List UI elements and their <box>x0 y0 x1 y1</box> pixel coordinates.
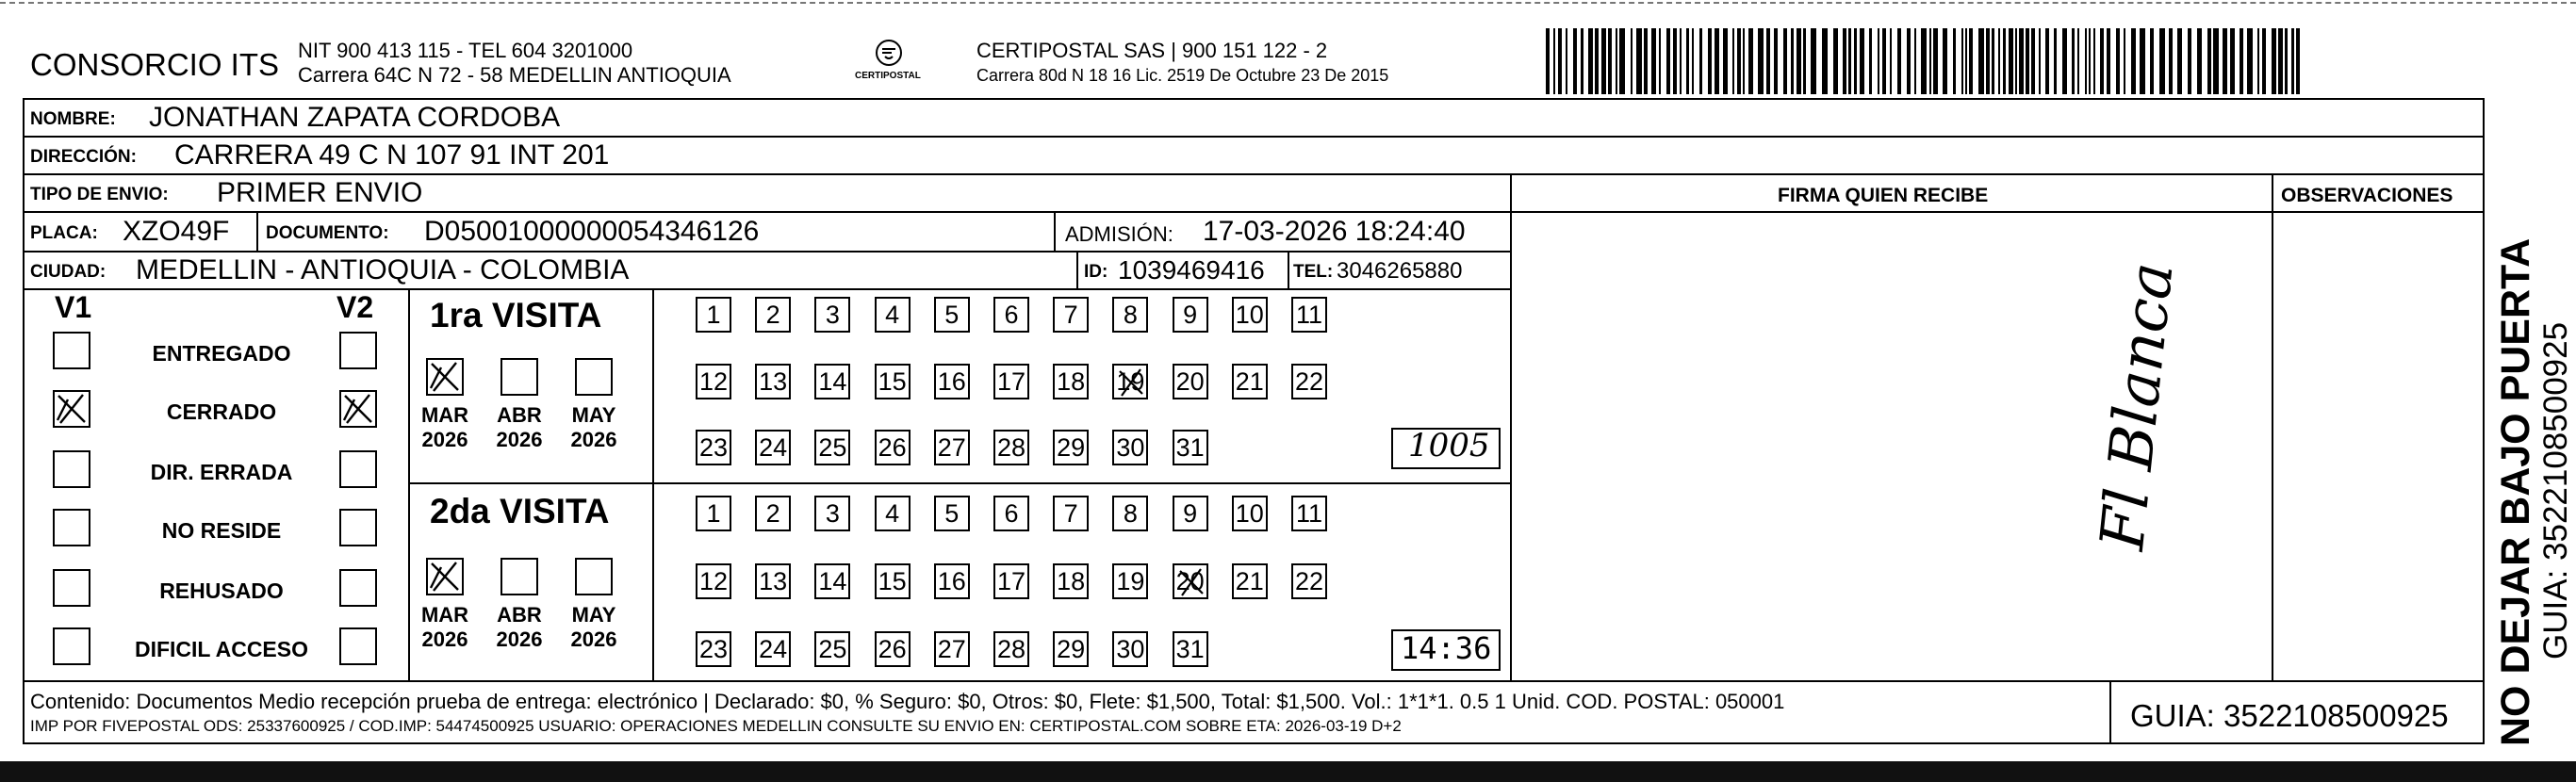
day-cell[interactable]: 9 <box>1173 297 1208 333</box>
month-label: MAR <box>420 603 469 627</box>
day-cell[interactable]: 29 <box>1053 430 1089 465</box>
divider <box>1054 211 1056 251</box>
day-cell[interactable]: 5 <box>934 496 970 531</box>
day-cell[interactable]: 25 <box>814 631 850 667</box>
id-label: ID: <box>1084 262 1108 282</box>
bottom-bar <box>0 761 2576 782</box>
company-name: CONSORCIO ITS <box>30 47 280 82</box>
logo-text: CERTIPOSTAL <box>855 71 921 81</box>
day-cell[interactable]: 10 <box>1232 496 1268 531</box>
day-cell[interactable]: 6 <box>993 297 1029 333</box>
day-cell[interactable]: 19 <box>1112 364 1148 399</box>
contents-line: Contenido: Documentos Medio recepción prueba de entrega: electrónico | Declarado: $0, % Seguro: $0, Otros: $0, Flete: $1,500, Total: $1,500. Vol.: 1*1*1. 0.5 1 Unid. COD. POSTAL: 050001 <box>30 690 1785 713</box>
v2-label: V2 <box>336 290 374 324</box>
year-label: 2026 <box>496 627 543 651</box>
visit1-title: 1ra VISITA <box>430 296 602 334</box>
id-number: 1039469416 <box>1118 255 1265 285</box>
status-label: REHUSADO <box>159 578 284 603</box>
v1-checkbox[interactable] <box>53 569 90 607</box>
day-cell[interactable]: 15 <box>875 563 911 599</box>
send-type-label: TIPO DE ENVIO: <box>30 185 169 204</box>
v2-checkbox[interactable] <box>339 509 377 546</box>
day-cell[interactable]: 30 <box>1112 430 1148 465</box>
status-label: DIR. ERRADA <box>150 460 293 484</box>
address-label: DIRECCIÓN: <box>30 147 137 167</box>
v1-label: V1 <box>55 290 92 324</box>
divider <box>1288 251 1289 288</box>
day-cell[interactable]: 6 <box>993 496 1029 531</box>
row-line <box>23 136 2485 138</box>
day-cell[interactable]: 1 <box>696 297 731 333</box>
day-cell[interactable]: 3 <box>814 496 850 531</box>
v2-checkbox[interactable] <box>339 569 377 607</box>
divider <box>256 211 258 251</box>
company-line-1: NIT 900 413 115 - TEL 604 3201000 <box>298 39 633 62</box>
day-cell[interactable]: 2 <box>755 496 791 531</box>
divider <box>1510 173 1512 680</box>
day-cell[interactable]: 12 <box>696 364 731 399</box>
month-label: MAY <box>571 603 616 627</box>
day-cell[interactable]: 9 <box>1173 496 1208 531</box>
v2-checkbox[interactable] <box>339 332 377 369</box>
cut-line-top <box>0 2 2576 4</box>
plate-label: PLACA: <box>30 223 98 243</box>
side-warning: NO DEJAR BAJO PUERTA <box>2493 237 2538 746</box>
side-guia: GUIA: 3522108500925 <box>2537 321 2574 660</box>
v2-checkbox[interactable] <box>339 450 377 488</box>
plate: XZO49F <box>123 216 230 247</box>
day-cell[interactable]: 7 <box>1053 496 1089 531</box>
year-label: 2026 <box>570 627 617 651</box>
day-cell[interactable]: 8 <box>1112 297 1148 333</box>
day-cell[interactable]: 20 <box>1173 364 1208 399</box>
month-checkbox[interactable] <box>575 358 613 396</box>
courier-line-1: CERTIPOSTAL SAS | 900 151 122 - 2 <box>976 39 1328 62</box>
document-label: DOCUMENTO: <box>266 223 389 243</box>
year-label: 2026 <box>496 428 543 451</box>
day-cell[interactable]: 28 <box>993 430 1029 465</box>
tel-label: TEL: <box>1293 262 1334 282</box>
day-cell[interactable]: 24 <box>755 631 791 667</box>
v1-checkbox[interactable] <box>53 332 90 369</box>
day-cell[interactable]: 31 <box>1173 430 1208 465</box>
v1-checkbox[interactable] <box>53 450 90 488</box>
month-label: MAR <box>420 403 469 427</box>
month-checkbox[interactable] <box>500 358 538 396</box>
month-checkbox[interactable] <box>500 558 538 595</box>
certipostal-logo <box>851 36 927 89</box>
day-cell[interactable]: 26 <box>875 631 911 667</box>
city: MEDELLIN - ANTIOQUIA - COLOMBIA <box>136 254 630 285</box>
tel-number: 3046265880 <box>1337 258 1463 284</box>
day-cell[interactable]: 14 <box>814 364 850 399</box>
recipient-name: JONATHAN ZAPATA CORDOBA <box>149 102 561 133</box>
visit-divider <box>408 482 1511 484</box>
year-label: 2026 <box>421 428 468 451</box>
name-label: NOMBRE: <box>30 109 116 129</box>
day-cell[interactable]: 3 <box>814 297 850 333</box>
day-cell[interactable]: 19 <box>1112 563 1148 599</box>
day-cell[interactable]: 18 <box>1053 563 1089 599</box>
day-cell[interactable]: 10 <box>1232 297 1268 333</box>
day-cell[interactable]: 18 <box>1053 364 1089 399</box>
day-cell[interactable]: 26 <box>875 430 911 465</box>
day-cell[interactable]: 22 <box>1291 563 1327 599</box>
day-cell[interactable]: 11 <box>1291 496 1327 531</box>
company-line-2: Carrera 64C N 72 - 58 MEDELLIN ANTIOQUIA <box>298 63 731 87</box>
divider <box>2272 173 2273 680</box>
day-cell[interactable]: 24 <box>755 430 791 465</box>
footer-line <box>23 680 2485 682</box>
print-info-line: IMP POR FIVEPOSTAL ODS: 25337600925 / COD.IMP: 54474500925 USUARIO: OPERACIONES MEDELLIN CONSULTE SU ENVIO EN: CERTIPOSTAL.COM SOBRE ETA: 2026-03-19 D+2 <box>30 717 1402 735</box>
day-cell[interactable]: 14 <box>814 563 850 599</box>
visit2-time: 14:36 <box>1401 630 1492 666</box>
day-mark <box>1174 565 1208 599</box>
day-cell[interactable]: 27 <box>934 430 970 465</box>
day-cell[interactable]: 7 <box>1053 297 1089 333</box>
visit2-title: 2da VISITA <box>430 492 610 530</box>
day-cell[interactable]: 5 <box>934 297 970 333</box>
day-cell[interactable]: 11 <box>1291 297 1327 333</box>
day-cell[interactable]: 28 <box>993 631 1029 667</box>
admission-date: 17-03-2026 18:24:40 <box>1203 216 1466 247</box>
status-label: ENTREGADO <box>152 341 291 366</box>
day-cell[interactable]: 21 <box>1232 364 1268 399</box>
day-cell[interactable]: 4 <box>875 297 911 333</box>
day-cell[interactable]: 12 <box>696 563 731 599</box>
day-cell[interactable]: 4 <box>875 496 911 531</box>
day-cell[interactable]: 31 <box>1173 631 1208 667</box>
courier-line-2: Carrera 80d N 18 16 Lic. 2519 De Octubre 23 De 2015 <box>976 66 1389 85</box>
day-cell[interactable]: 13 <box>755 364 791 399</box>
observations-label: OBSERVACIONES <box>2281 185 2453 206</box>
day-cell[interactable]: 25 <box>814 430 850 465</box>
row-line <box>23 211 1512 213</box>
day-cell[interactable]: 29 <box>1053 631 1089 667</box>
month-label: ABR <box>497 603 542 627</box>
v2-checkbox[interactable] <box>339 627 377 665</box>
day-cell[interactable]: 17 <box>993 563 1029 599</box>
day-cell[interactable]: 16 <box>934 364 970 399</box>
day-cell[interactable]: 2 <box>755 297 791 333</box>
day-cell[interactable]: 8 <box>1112 496 1148 531</box>
divider <box>408 288 410 680</box>
divider <box>2109 680 2111 744</box>
row-line <box>23 173 2485 175</box>
month-checkbox[interactable] <box>575 558 613 595</box>
month-label: ABR <box>497 403 542 427</box>
v1-checkbox[interactable] <box>53 509 90 546</box>
v1-checkbox[interactable] <box>53 390 90 428</box>
recipient-address: CARRERA 49 C N 107 91 INT 201 <box>174 139 610 171</box>
signature-label: FIRMA QUIEN RECIBE <box>1778 185 1989 206</box>
divider <box>1076 251 1078 288</box>
city-label: CIUDAD: <box>30 262 107 282</box>
divider <box>652 288 654 680</box>
row-line <box>1512 211 2485 213</box>
status-label: NO RESIDE <box>161 518 282 543</box>
day-cell[interactable]: 21 <box>1232 563 1268 599</box>
footer-guia: GUIA: 3522108500925 <box>2130 698 2449 733</box>
day-cell[interactable]: 17 <box>993 364 1029 399</box>
recipient-signature: Fl Blanca <box>2088 259 2188 554</box>
day-cell[interactable]: 22 <box>1291 364 1327 399</box>
barcode <box>1546 28 2300 94</box>
day-cell[interactable]: 13 <box>755 563 791 599</box>
month-checkbox[interactable] <box>426 358 464 396</box>
day-cell[interactable]: 27 <box>934 631 970 667</box>
month-label: MAY <box>571 403 616 427</box>
day-cell[interactable]: 16 <box>934 563 970 599</box>
year-label: 2026 <box>421 627 468 651</box>
day-mark <box>1114 366 1148 399</box>
day-cell[interactable]: 23 <box>696 631 731 667</box>
send-type: PRIMER ENVIO <box>217 177 423 208</box>
document-number: D05001000000054346126 <box>424 216 760 247</box>
day-cell[interactable]: 15 <box>875 364 911 399</box>
month-checkbox[interactable] <box>426 558 464 595</box>
row-line <box>23 288 1512 290</box>
visit1-time: 1005 <box>1408 427 1490 464</box>
v2-checkbox[interactable] <box>339 390 377 428</box>
day-cell[interactable]: 1 <box>696 496 731 531</box>
status-label: DIFICIL ACCESO <box>134 637 308 661</box>
v1-checkbox[interactable] <box>53 627 90 665</box>
admission-label: ADMISIÓN: <box>1065 222 1173 246</box>
day-cell[interactable]: 20 <box>1173 563 1208 599</box>
day-cell[interactable]: 30 <box>1112 631 1148 667</box>
year-label: 2026 <box>570 428 617 451</box>
day-cell[interactable]: 23 <box>696 430 731 465</box>
status-label: CERRADO <box>166 399 277 424</box>
